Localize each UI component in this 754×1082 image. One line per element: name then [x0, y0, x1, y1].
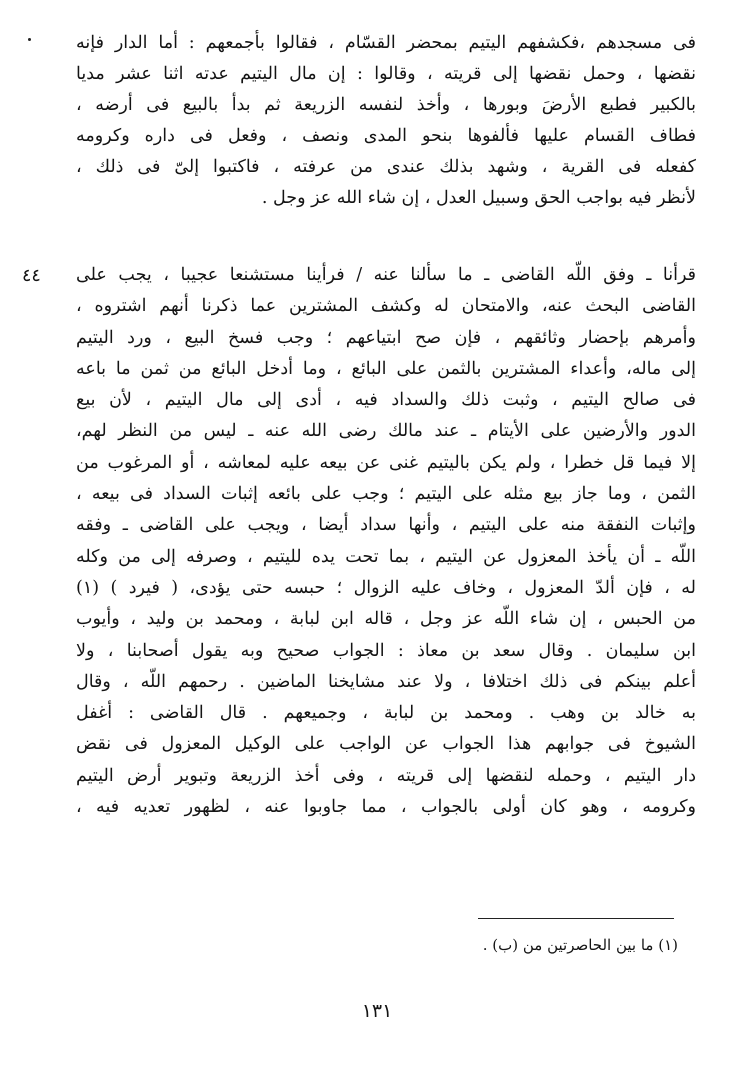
- text-line: فى صالح اليتيم ، وثبت ذلك والسداد فيه ، أدى إلى مال اليتيم ، لأن بيع: [76, 390, 696, 411]
- text-line: له ، فإن ألدّ المعزول ، وخاف عليه الزوال ؛ حبسه حتى يؤدى، ( فيرد ) (١): [76, 577, 696, 598]
- text-line: ابن سليمان . وقال سعد بن معاذ : الجواب صحيح وبه يقول أصحابنا ، ولا: [76, 640, 696, 661]
- margin-dot-mark: [28, 38, 31, 41]
- text-line: إلا فيما قل خطرا ، ولم يكن باليتيم غنى عن بيعه عليه لمعاشه ، أو المرغوب من: [76, 452, 696, 473]
- text-line: فى مسجدهم ،فكشفهم اليتيم بمحضر القسّام ، فقالوا بأجمعهم : أما الدار فإنه: [76, 33, 696, 53]
- text-line: القاضى البحث عنه، والامتحان له وكشف المشترين عما ذكرنا أنهم اشتروه ،: [76, 296, 696, 317]
- text-line: بالكبير فطبع الأرضَ وبورها ، وأخذ لنفسه الزريعة ثم بدأ بالبيع فى أرضه ،: [76, 95, 696, 115]
- text-line: فطاف القسام عليها فألفوها بنحو المدى ونصف ، وفعل فى داره وكرومه: [76, 126, 696, 146]
- paragraph-number: ٤٤: [22, 266, 41, 286]
- paragraph-2: [76, 260, 696, 823]
- text-line: وإثبات النفقة منه على اليتيم ، وأنها سداد أيضا ، ويجب على القاضى ـ وفقه: [76, 515, 696, 536]
- text-line: وأمرهم بإحضار وثائقهم ، فإن صح ابتياعهم ؛ وجب فسخ البيع ، ورد اليتيم: [76, 327, 696, 348]
- text-line: كفعله فى القرية ، وشهد بذلك عندى من عرفته ، فاكتبوا إلىّ فى ذلك ،: [76, 157, 696, 177]
- text-line: أعلم بينكم فى ذلك اختلافا ، ولا عند مشايخنا الماضين . رحمهم اللّه ، وقال: [76, 671, 696, 692]
- text-line: به خالد بن وهب . ومحمد بن لبابة ، وجميعهم . قال القاضى : أغفل: [76, 703, 696, 724]
- text-line: وكرومه ، وهو كان أولى بالجواب ، مما جاوبوا عنه ، لظهور تعديه فيه ،: [76, 797, 696, 818]
- text-line: الدور والأرضين على الأيتام ـ عند مالك رضى الله عنه ـ ليس من النظر لهم،: [76, 421, 696, 442]
- paragraph-1: [76, 28, 696, 214]
- text-line: قرأنا ـ وفق اللّه القاضى ـ ما سألنا عنه / فرأينا مستشنعا عجيبا ، يجب على: [76, 265, 696, 285]
- text-line: الثمن ، وما جاز بيع مثله على اليتيم ؛ وجب على بائعه إثبات السداد فى بيعه ،: [76, 484, 696, 505]
- text-line: لأنظر فيه بواجب الحق وسبيل العدل ، إن شاء الله عز وجل .: [261, 188, 696, 208]
- text-line: الشيوخ فى جوابهم هذا الجواب عن الواجب على الوكيل المعزول فى نقض: [76, 734, 696, 755]
- text-line: اللّه ـ أن يأخذ المعزول عن اليتيم ، بما تحت يده لليتيم ، وصرفه إلى من وكله: [76, 546, 696, 567]
- page-number: ١٣١: [361, 1000, 393, 1022]
- text-line: إلى ماله، وأعداء المشترين بالثمن على البائع ، وما أدخل البائع من ثمن ما باعه: [76, 358, 696, 379]
- text-line: دار اليتيم ، وحمله لنقضها إلى قريته ، وفى أخذ الزريعة وتبوير أرض اليتيم: [76, 765, 696, 786]
- text-line: نقضها ، وحمل نقضها إلى قريته ، وقالوا : إن مال اليتيم عدته اثنا عشر مديا: [76, 64, 696, 84]
- text-line: من الحبس ، إن شاء اللّه عز وجل ، قاله ابن لبابة ، ومحمد بن وليد ، وأيوب: [76, 609, 696, 630]
- footnote-divider: [478, 918, 674, 919]
- footnote: (١) ما بين الحاصرتين من (ب) .: [482, 936, 678, 954]
